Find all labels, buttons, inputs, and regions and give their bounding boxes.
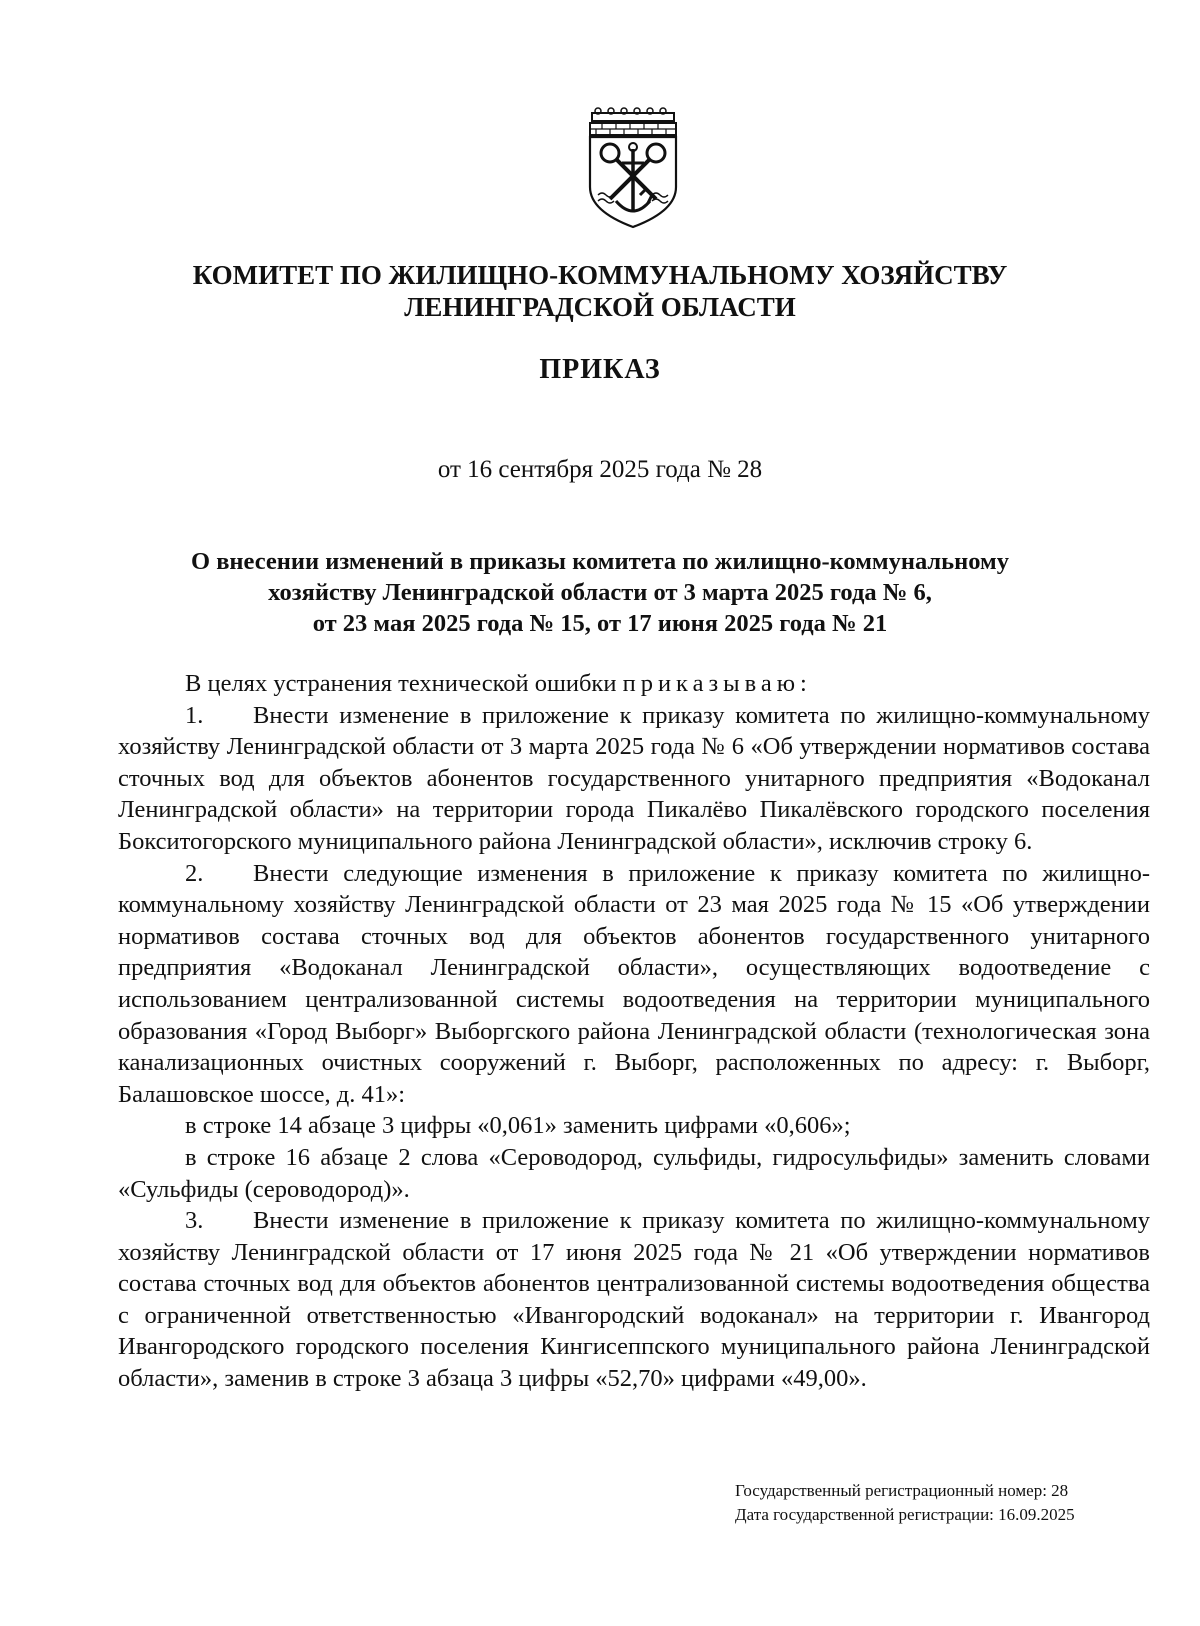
item-3 — [118, 1205, 1150, 1395]
preamble-directive: приказываю: — [622, 670, 812, 697]
item-2-number: 2. — [185, 859, 204, 887]
order-body — [118, 668, 1150, 1395]
item-2-sub-2: в строке 16 абзаце 2 слова «Сероводород, сульфиды, гидросульфиды» заменить словами «Сульфиды (сероводород)». — [118, 1143, 1150, 1203]
item-1 — [118, 700, 1150, 858]
subject-line2: хозяйству Ленинградской области от 3 марта 2025 года № 6, — [268, 579, 932, 606]
preamble — [118, 668, 1150, 700]
document-type: ПРИКАЗ — [539, 354, 661, 385]
registration-stamp — [735, 1479, 1075, 1527]
organization-name-line1: КОМИТЕТ ПО ЖИЛИЩНО-КОММУНАЛЬНОМУ ХОЗЯЙСТВУ — [192, 260, 1008, 290]
item-2 — [118, 858, 1150, 1111]
organization-name-line2: ЛЕНИНГРАДСКОЙ ОБЛАСТИ — [404, 292, 796, 322]
item-1-number: 1. — [185, 701, 204, 729]
item-3-text: Внести изменение в приложение к приказу комитета по жилищно-коммунальному хозяйству Ленинградской области от 17 июня 2025 года № 21 «Об утверждении нормативов состава сточных вод для объектов абонентов централизованной системы водоотведения общества с ограниченной ответственностью «Ивангородский водоканал» на территории г. Ивангород Ивангородского городского поселения Кингисеппского муниципального района Ленинградской области», заменив в строке 3 абзаца 3 цифры «52,70» цифрами «49,00». — [118, 1207, 1150, 1393]
registration-date: Дата государственной регистрации: 16.09.2025 — [735, 1505, 1075, 1524]
order-date-number: от 16 сентября 2025 года № 28 — [437, 456, 763, 483]
item-1-text: Внести изменение в приложение к приказу комитета по жилищно-коммунальному хозяйству Ленинградской области от 3 марта 2025 года № 6 «Об утверждении нормативов состава сточных вод для объектов абонентов государственного унитарного предприятия «Водоканал Ленинградской области» на территории города Пикалёво Пикалёвского городского поселения Бокситогорского муниципального района Ленинградской области», исключив строку 6. — [118, 701, 1150, 855]
item-2-sub-1: в строке 14 абзаце 3 цифры «0,061» заменить цифрами «0,606»; — [185, 1112, 851, 1140]
subject-line3: от 23 мая 2025 года № 15, от 17 июня 2025 года № 21 — [312, 610, 888, 637]
preamble-text: В целях устранения технической ошибки — [185, 670, 617, 697]
item-3-number: 3. — [185, 1207, 204, 1235]
subject-line1: О внесении изменений в приказы комитета по жилищно-коммунальному — [191, 548, 1009, 575]
registration-number: Государственный регистрационный номер: 28 — [735, 1481, 1069, 1500]
item-2-text: Внести следующие изменения в приложение к приказу комитета по жилищно-коммунальному хозяйству Ленинградской области от 23 мая 2025 года № 15 «Об утверждении нормативов состава сточных вод для объектов абонентов государственного унитарного предприятия «Водоканал Ленинградской области», осуществляющих водоотведение с использованием централизованной системы водоотведения на территории муниципального образования «Город Выборг» Выборгского района Ленинградской области (технологическая зона канализационных очистных сооружений г. Выборг, расположенных по адресу: г. Выборг, Балашовское шоссе, д. 41»: — [118, 859, 1150, 1108]
coat-of-arms-icon — [586, 107, 680, 229]
